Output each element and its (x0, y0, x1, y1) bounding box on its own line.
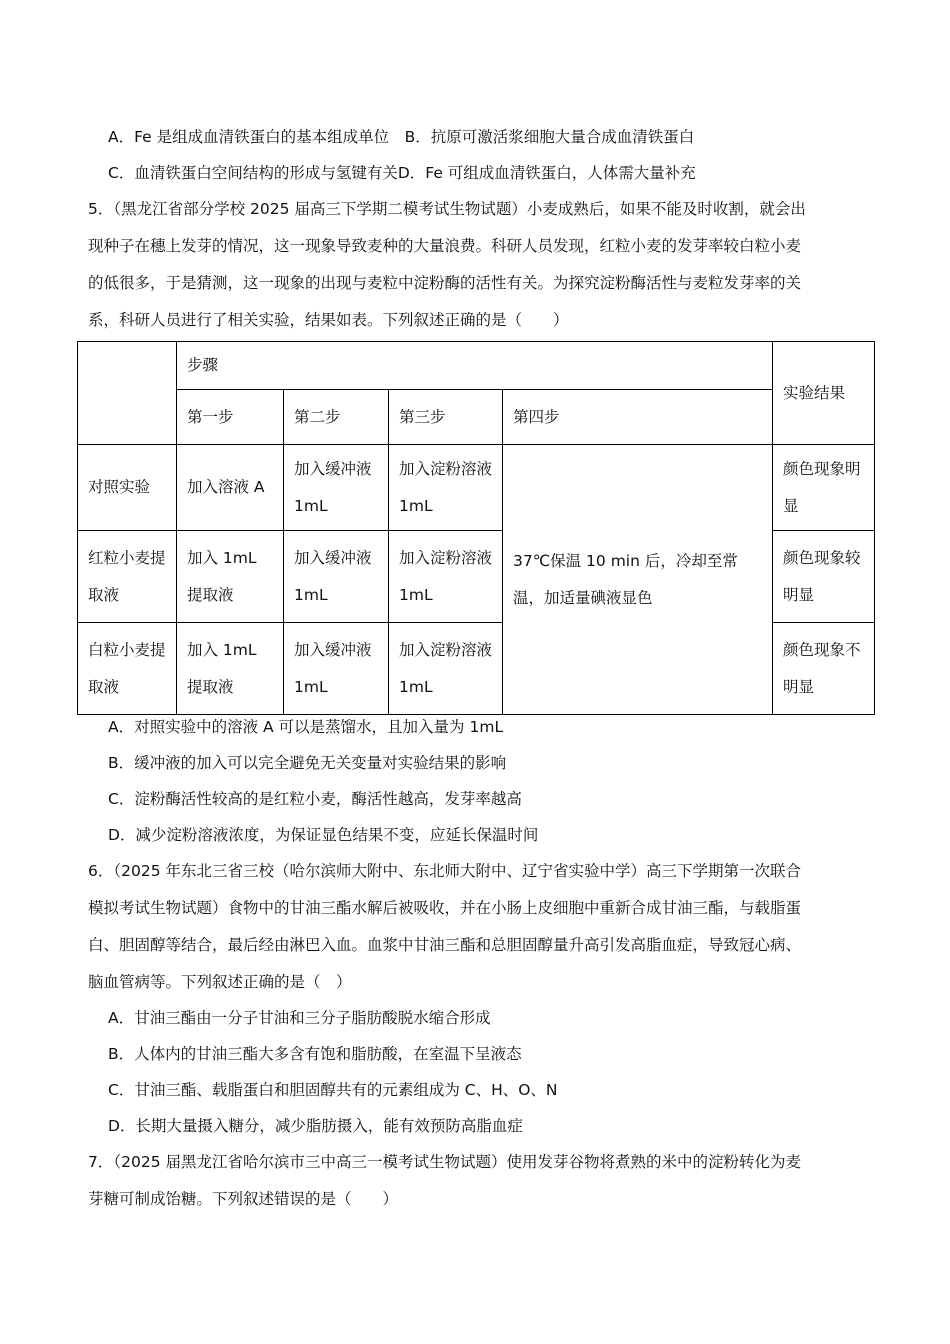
q6-stem-line-2: 模拟考试生物试题）食物中的甘油三酯水解后被吸收，并在小肠上皮细胞中重新合成甘油三酯，与载脂蛋 (88, 899, 802, 917)
row-step1: 加入溶液 A (177, 445, 284, 531)
row-step3: 加入淀粉溶液 1mL (389, 445, 503, 531)
q6-stem-line-4: 脑血管病等。下列叙述正确的是（ ） (88, 973, 352, 991)
q5-stem-line-1: 5．（黑龙江省部分学校 2025 届高三下学期二模考试生物试题）小麦成熟后，如果不能及时收割，就会出 (88, 200, 806, 218)
q7-stem-line-2: 芽糖可制成饴糖。下列叙述错误的是（ ） (88, 1190, 399, 1208)
row-group: 对照实验 (78, 445, 177, 531)
step-header-row (78, 390, 875, 445)
row-result: 颜色现象明显 (773, 445, 875, 531)
row-step1: 加入 1mL 提取液 (177, 531, 284, 623)
q6-option-b: B．人体内的甘油三酯大多含有饱和脂肪酸，在室温下呈液态 (108, 1045, 522, 1063)
q5-option-b: B．缓冲液的加入可以完全避免无关变量对实验结果的影响 (108, 754, 507, 772)
row-step1: 加入 1mL 提取液 (177, 623, 284, 715)
row-result: 颜色现象不明显 (773, 623, 875, 715)
q4-option-d: D．Fe 可组成血清铁蛋白，人体需大量补充 (397, 164, 696, 182)
step-col-4: 第四步 (503, 390, 773, 445)
row-step3: 加入淀粉溶液 1mL (389, 531, 503, 623)
q5-stem-line-3: 的低很多，于是猜测，这一现象的出现与麦粒中淀粉酶的活性有关。为探究淀粉酶活性与麦粒发芽率的关 (88, 274, 802, 292)
step4-common-cell: 37℃保温 10 min 后，冷却至常温，加适量碘液显色 (503, 445, 773, 715)
table-corner-cell (78, 342, 177, 445)
row-group: 红粒小麦提取液 (78, 531, 177, 623)
row-step2: 加入缓冲液 1mL (284, 623, 389, 715)
q5-option-d: D．减少淀粉溶液浓度，为保证显色结果不变，应延长保温时间 (108, 826, 539, 844)
step-col-3: 第三步 (389, 390, 503, 445)
row-step2: 加入缓冲液 1mL (284, 445, 389, 531)
q6-option-c: C．甘油三酯、载脂蛋白和胆固醇共有的元素组成为 C、H、O、N (108, 1081, 558, 1099)
row-step3: 加入淀粉溶液 1mL (389, 623, 503, 715)
table-header-row (78, 342, 875, 390)
row-group: 白粒小麦提取液 (78, 623, 177, 715)
q4-option-a: A．Fe 是组成血清铁蛋白的基本组成单位 B．抗原可激活浆细胞大量合成血清铁蛋白 (108, 128, 695, 146)
q6-stem-line-1: 6．（2025 年东北三省三校（哈尔滨师大附中、东北师大附中、辽宁省实验中学）高三下学期第一次联合 (88, 862, 801, 880)
q6-option-a: A．甘油三酯由一分子甘油和三分子脂肪酸脱水缩合形成 (108, 1009, 491, 1027)
result-header: 实验结果 (773, 342, 875, 445)
experiment-table (77, 341, 875, 715)
q4-option-b: B．抗原可激活浆细胞大量合成血清铁蛋白 (404, 128, 695, 146)
q4-option-c: C．血清铁蛋白空间结构的形成与氢键有关D．Fe 可组成血清铁蛋白，人体需大量补充 (108, 164, 696, 182)
row-result: 颜色现象较明显 (773, 531, 875, 623)
q6-stem-line-3: 白、胆固醇等结合，最后经由淋巴入血。血浆中甘油三酯和总胆固醇量升高引发高脂血症，导致冠心病、 (88, 936, 802, 954)
q5-option-c: C．淀粉酶活性较高的是红粒小麦，酶活性越高，发芽率越高 (108, 790, 522, 808)
q7-stem-line-1: 7．（2025 届黑龙江省哈尔滨市三中高三一模考试生物试题）使用发芽谷物将煮熟的米中的淀粉转化为麦 (88, 1153, 801, 1171)
row-step2: 加入缓冲液 1mL (284, 531, 389, 623)
steps-header: 步骤 (177, 342, 773, 390)
q5-stem-line-2: 现种子在穗上发芽的情况，这一现象导致麦种的大量浪费。科研人员发现，红粒小麦的发芽率较白粒小麦 (88, 237, 802, 255)
q5-stem-line-4: 系，科研人员进行了相关实验，结果如表。下列叙述正确的是（ ） (88, 311, 569, 329)
step-col-1: 第一步 (177, 390, 284, 445)
q5-option-a: A．对照实验中的溶液 A 可以是蒸馏水，且加入量为 1mL (108, 718, 504, 736)
step-col-2: 第二步 (284, 390, 389, 445)
table-row (78, 445, 875, 531)
q6-option-d: D．长期大量摄入糖分，减少脂肪摄入，能有效预防高脂血症 (108, 1117, 523, 1135)
